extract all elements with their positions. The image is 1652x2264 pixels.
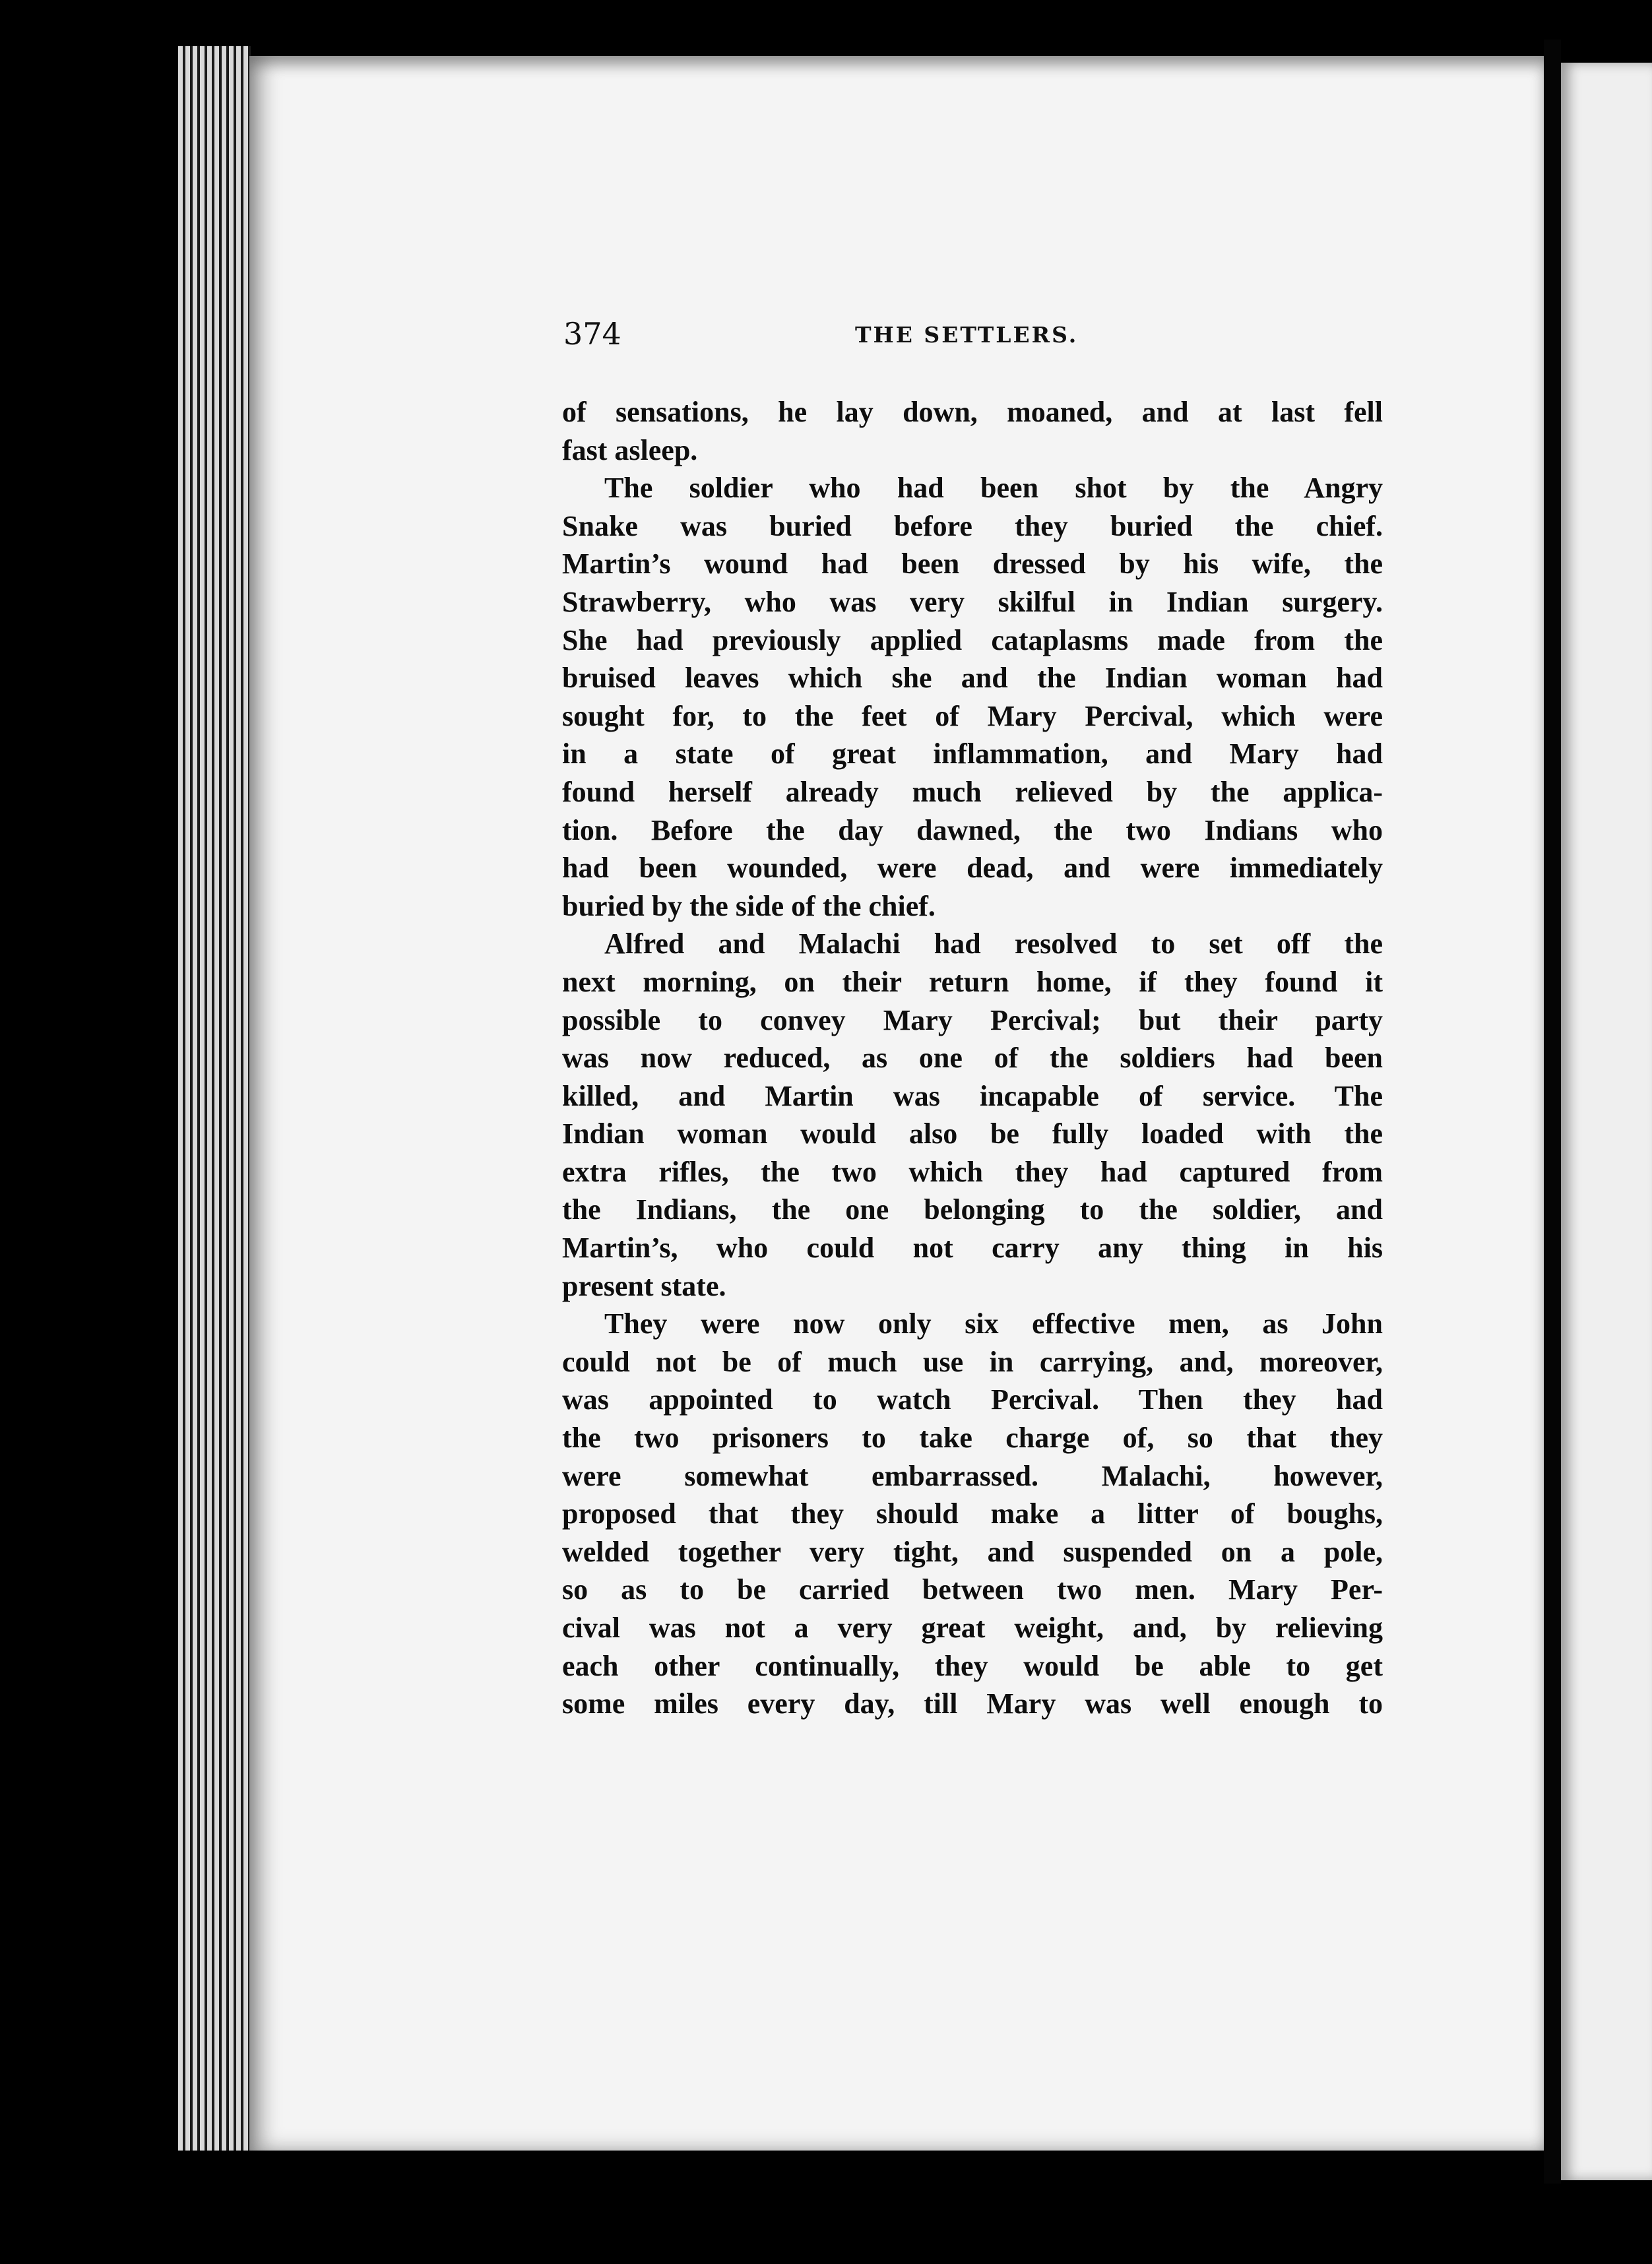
paragraph — [562, 469, 1383, 925]
text-line: bruised leaves which she and the Indian woman had — [562, 662, 1383, 695]
text-line: the two prisoners to take charge of, so that they — [562, 1422, 1383, 1455]
text-line: proposed that they should make a litter of boughs, — [562, 1497, 1383, 1530]
running-header — [563, 314, 1382, 354]
text-line: next morning, on their return home, if they found it — [562, 965, 1383, 998]
text-line: found herself already much relieved by the applica- — [562, 775, 1383, 808]
text-line: tion. Before the day dawned, the two Indians who — [562, 813, 1383, 846]
text-line: Indian woman would also be fully loaded with the — [562, 1117, 1383, 1150]
page-number: 374 — [563, 316, 621, 352]
text-line: extra rifles, the two which they had captured from — [562, 1155, 1383, 1188]
paragraph — [562, 925, 1383, 1305]
text-line: They were now only six effective men, as John — [604, 1307, 1383, 1340]
text-line: killed, and Martin was incapable of service. The — [562, 1079, 1383, 1112]
text-line: was appointed to watch Percival. Then they had — [562, 1383, 1383, 1416]
text-line: the Indians, the one belonging to the soldier, and — [562, 1193, 1383, 1226]
text-line: of sensations, he lay down, moaned, and at last fell — [562, 396, 1383, 428]
text-line: were somewhat embarrassed. Malachi, however, — [562, 1459, 1383, 1492]
text-line: possible to convey Mary Percival; but their party — [562, 1003, 1383, 1036]
text-line: buried by the side of the chief. — [562, 889, 936, 922]
text-line: The soldier who had been shot by the Angry — [604, 472, 1383, 505]
text-line: each other continually, they would be able to get — [562, 1649, 1383, 1682]
text-line: Snake was buried before they buried the chief. — [562, 509, 1383, 542]
text-line: cival was not a very great weight, and, by relieving — [562, 1612, 1383, 1644]
text-line: Strawberry, who was very skilful in Indian surgery. — [562, 585, 1383, 618]
facing-page-edge — [1561, 63, 1652, 2180]
paragraph — [562, 1305, 1383, 1723]
text-line: present state. — [562, 1269, 726, 1302]
text-line: Martin’s, who could not carry any thing in his — [562, 1232, 1383, 1265]
text-line: Martin’s wound had been dressed by his wife, the — [562, 548, 1383, 581]
text-line: She had previously applied cataplasms made from the — [562, 623, 1383, 656]
text-line: was now reduced, as one of the soldiers had been — [562, 1042, 1383, 1075]
paragraph — [562, 393, 1383, 469]
text-line: some miles every day, till Mary was well enough to — [562, 1687, 1383, 1720]
text-line: fast asleep. — [562, 433, 698, 466]
text-line: welded together very tight, and suspended on a pole, — [562, 1535, 1383, 1568]
text-line: had been wounded, were dead, and were immediately — [562, 852, 1383, 885]
text-line: Alfred and Malachi had resolved to set off the — [604, 928, 1383, 960]
running-title: THE SETTLERS. — [855, 322, 1079, 348]
book-gutter — [1544, 40, 1561, 2184]
body-text — [562, 393, 1383, 1723]
text-line: could not be of much use in carrying, and, moreover, — [562, 1345, 1383, 1378]
text-line: so as to be carried between two men. Mary Per- — [562, 1573, 1383, 1606]
text-line: in a state of great inflammation, and Mary had — [562, 738, 1383, 770]
book-page-edges — [178, 46, 251, 2151]
text-line: sought for, to the feet of Mary Percival, which were — [562, 699, 1383, 732]
